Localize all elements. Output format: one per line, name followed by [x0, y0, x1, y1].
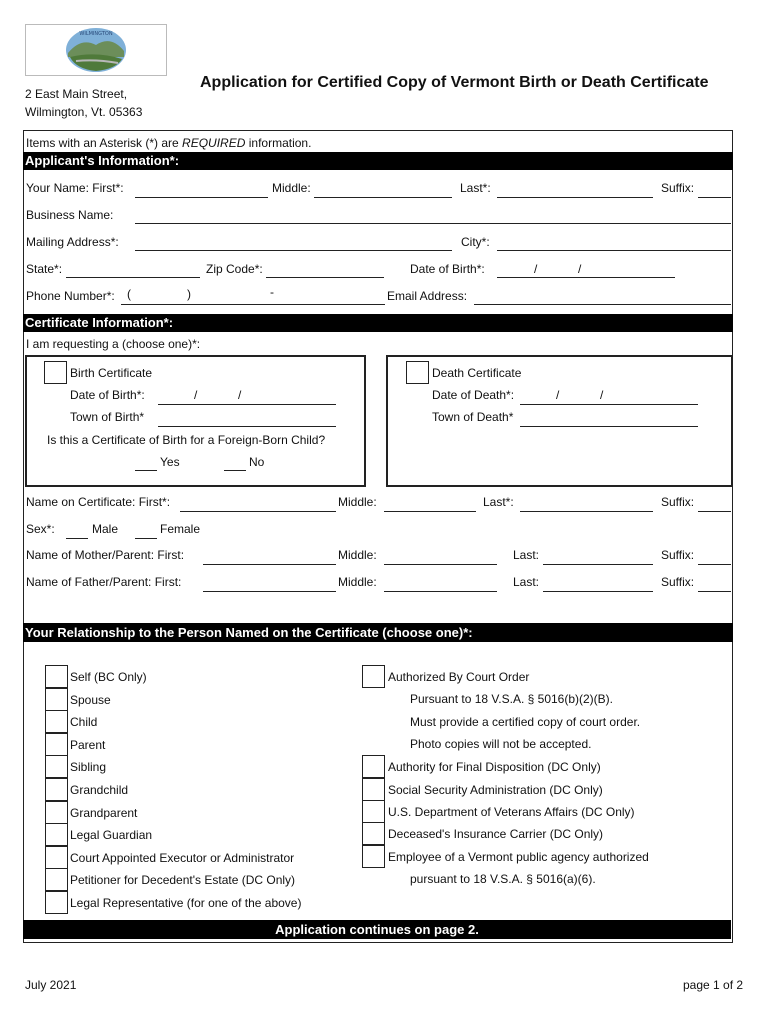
foreign-born-question: Is this a Certificate of Birth for a Foreign-Born Child? [47, 433, 326, 447]
cert-name-middle-field[interactable] [384, 511, 476, 512]
court-order-label: Authorized By Court Order [388, 670, 530, 684]
relationship-option-checkbox[interactable] [45, 688, 68, 711]
cert-name-first-field[interactable] [180, 511, 336, 512]
footer-date: July 2021 [25, 978, 77, 992]
relationship-option-checkbox[interactable] [45, 846, 68, 869]
sex-male-field[interactable] [66, 538, 88, 539]
relationship-option-checkbox[interactable] [45, 823, 68, 846]
court-order-checkbox[interactable] [362, 665, 385, 688]
foreign-yes-field[interactable] [135, 470, 157, 471]
ssa-checkbox[interactable] [362, 778, 385, 801]
va-label: U.S. Department of Veterans Affairs (DC Only) [388, 805, 635, 819]
phone-label: Phone Number*: [26, 289, 115, 303]
birth-town-field[interactable] [158, 426, 336, 427]
svg-text:WILMINGTON: WILMINGTON [79, 31, 113, 37]
relationship-option-checkbox[interactable] [45, 710, 68, 733]
applicant-suffix-label: Suffix: [661, 181, 695, 195]
sex-female-field[interactable] [135, 538, 157, 539]
employee-checkbox[interactable] [362, 845, 385, 868]
cert-name-middle-label: Middle: [338, 495, 377, 509]
father-middle-label: Middle: [338, 575, 377, 589]
birth-date-field[interactable] [158, 404, 336, 405]
city-field[interactable] [497, 250, 731, 251]
relationship-option-checkbox[interactable] [45, 778, 68, 801]
applicant-last-label: Last*: [460, 181, 491, 195]
relationship-option-label: Petitioner for Decedent's Estate (DC Only) [70, 873, 296, 888]
court-order-note-2: Must provide a certified copy of court order. [410, 715, 641, 729]
court-order-note-3: Photo copies will not be accepted. [410, 737, 592, 751]
applicant-first-label: Your Name: First*: [26, 181, 124, 195]
cert-name-suffix-field[interactable] [698, 511, 731, 512]
death-certificate-checkbox[interactable] [406, 361, 429, 384]
insurance-label: Deceased's Insurance Carrier (DC Only) [388, 827, 604, 841]
cert-name-suffix-label: Suffix: [661, 495, 695, 509]
applicant-dob-label: Date of Birth*: [410, 262, 485, 276]
dob-slash-1: / [534, 262, 538, 276]
business-name-label: Business Name: [26, 208, 114, 222]
final-disposition-label: Authority for Final Disposition (DC Only) [388, 760, 601, 774]
form-title: Application for Certified Copy of Vermont Birth or Death Certificate [200, 74, 709, 91]
footer-page: page 1 of 2 [683, 978, 744, 992]
death-town-field[interactable] [520, 426, 698, 427]
email-field[interactable] [474, 304, 731, 305]
vermont-landscape-logo-icon [25, 24, 167, 76]
relationship-option-label: Legal Representative (for one of the above) [70, 896, 302, 910]
continues-banner: Application continues on page 2. [23, 920, 731, 939]
mother-middle-field[interactable] [384, 564, 497, 565]
email-label: Email Address: [387, 289, 468, 303]
relationship-option-checkbox[interactable] [45, 868, 68, 891]
mother-last-label: Last: [513, 548, 540, 562]
address-line-1: 2 East Main Street, [25, 87, 128, 101]
birth-date-label: Date of Birth*: [70, 388, 145, 402]
birth-certificate-checkbox[interactable] [44, 361, 67, 384]
required-note-emph: REQUIRED [182, 136, 246, 150]
applicant-middle-label: Middle: [272, 181, 311, 195]
relationship-option-label: Grandchild [70, 783, 129, 797]
mailing-address-field[interactable] [135, 250, 452, 251]
mother-suffix-field[interactable] [698, 564, 731, 565]
phone-open-paren: ( [127, 287, 131, 301]
mailing-address-label: Mailing Address*: [26, 235, 119, 249]
state-field[interactable] [66, 277, 200, 278]
phone-dash: - [270, 285, 274, 299]
phone-field[interactable] [121, 304, 385, 305]
applicant-dob-field[interactable] [497, 277, 675, 278]
relationship-option-label: Spouse [70, 692, 111, 707]
father-last-label: Last: [513, 575, 540, 589]
sex-male-label: Male [92, 522, 119, 536]
relationship-option-checkbox[interactable] [45, 755, 68, 778]
father-suffix-label: Suffix: [661, 575, 695, 589]
sex-label: Sex*: [26, 522, 55, 536]
state-label: State*: [26, 262, 63, 276]
death-date-slash-1: / [556, 388, 560, 402]
zip-label: Zip Code*: [206, 262, 263, 276]
father-first-label: Name of Father/Parent: First: [26, 575, 182, 589]
mother-first-field[interactable] [203, 564, 336, 565]
required-note-prefix: Items with an Asterisk (*) are [26, 136, 183, 150]
relationship-option-checkbox[interactable] [45, 801, 68, 824]
mother-middle-label: Middle: [338, 548, 377, 562]
business-name-field[interactable] [135, 223, 731, 224]
relationship-option-checkbox[interactable] [45, 891, 68, 914]
death-certificate-label: Death Certificate [432, 366, 522, 380]
zip-field[interactable] [266, 277, 384, 278]
death-town-label: Town of Death* [432, 410, 514, 424]
sex-female-label: Female [160, 522, 201, 536]
birth-date-slash-1: / [194, 388, 198, 402]
relationship-option-label: Self (BC Only) [70, 670, 147, 684]
court-order-note-1: Pursuant to 18 V.S.A. § 5016(b)(2)(B). [410, 692, 613, 706]
phone-close-paren: ) [187, 287, 191, 301]
death-date-slash-2: / [600, 388, 604, 402]
birth-certificate-label: Birth Certificate [70, 366, 153, 380]
required-note [26, 136, 311, 150]
relationship-option-label: Court Appointed Executor or Administrator [70, 850, 295, 865]
death-date-field[interactable] [520, 404, 698, 405]
city-label: City*: [461, 235, 490, 249]
required-note-suffix: information. [245, 136, 312, 150]
relationship-option-label: Grandparent [70, 805, 138, 820]
address-line-2: Wilmington, Vt. 05363 [25, 105, 143, 119]
father-last-field[interactable] [543, 591, 653, 592]
father-suffix-field[interactable] [698, 591, 731, 592]
relationship-option-label: Child [70, 715, 98, 730]
father-middle-field[interactable] [384, 591, 497, 592]
mother-first-label: Name of Mother/Parent: First: [26, 548, 185, 562]
applicant-first-field[interactable] [135, 197, 268, 198]
relationship-option-checkbox[interactable] [45, 665, 68, 688]
relationship-option-label: Parent [70, 737, 106, 752]
va-checkbox[interactable] [362, 800, 385, 823]
cert-name-first-label: Name on Certificate: First*: [26, 495, 171, 509]
ssa-label: Social Security Administration (DC Only) [388, 783, 603, 797]
certificate-heading: Certificate Information*: [23, 314, 733, 332]
relationship-option-label: Legal Guardian [70, 828, 153, 843]
applicant-suffix-field[interactable] [698, 197, 731, 198]
applicant-middle-field[interactable] [314, 197, 452, 198]
cert-name-last-field[interactable] [520, 511, 653, 512]
mother-last-field[interactable] [543, 564, 653, 565]
birth-town-label: Town of Birth* [70, 410, 145, 424]
employee-note: pursuant to 18 V.S.A. § 5016(a)(6). [410, 872, 596, 886]
applicant-heading: Applicant's Information*: [23, 152, 733, 170]
foreign-no-label: No [249, 455, 265, 469]
foreign-yes-label: Yes [160, 455, 180, 469]
relationship-heading: Your Relationship to the Person Named on the Certificate (choose one)*: [23, 623, 733, 642]
relationship-option-label: Sibling [70, 760, 107, 775]
cert-name-last-label: Last*: [483, 495, 514, 509]
relationship-option-checkbox[interactable] [45, 733, 68, 756]
death-date-label: Date of Death*: [432, 388, 515, 402]
employee-label: Employee of a Vermont public agency authorized [388, 850, 649, 864]
father-first-field[interactable] [203, 591, 336, 592]
final-disposition-checkbox[interactable] [362, 755, 385, 778]
insurance-checkbox[interactable] [362, 822, 385, 845]
dob-slash-2: / [578, 262, 582, 276]
applicant-last-field[interactable] [497, 197, 653, 198]
birth-date-slash-2: / [238, 388, 242, 402]
mother-suffix-label: Suffix: [661, 548, 695, 562]
foreign-no-field[interactable] [224, 470, 246, 471]
request-label: I am requesting a (choose one)*: [26, 337, 201, 351]
